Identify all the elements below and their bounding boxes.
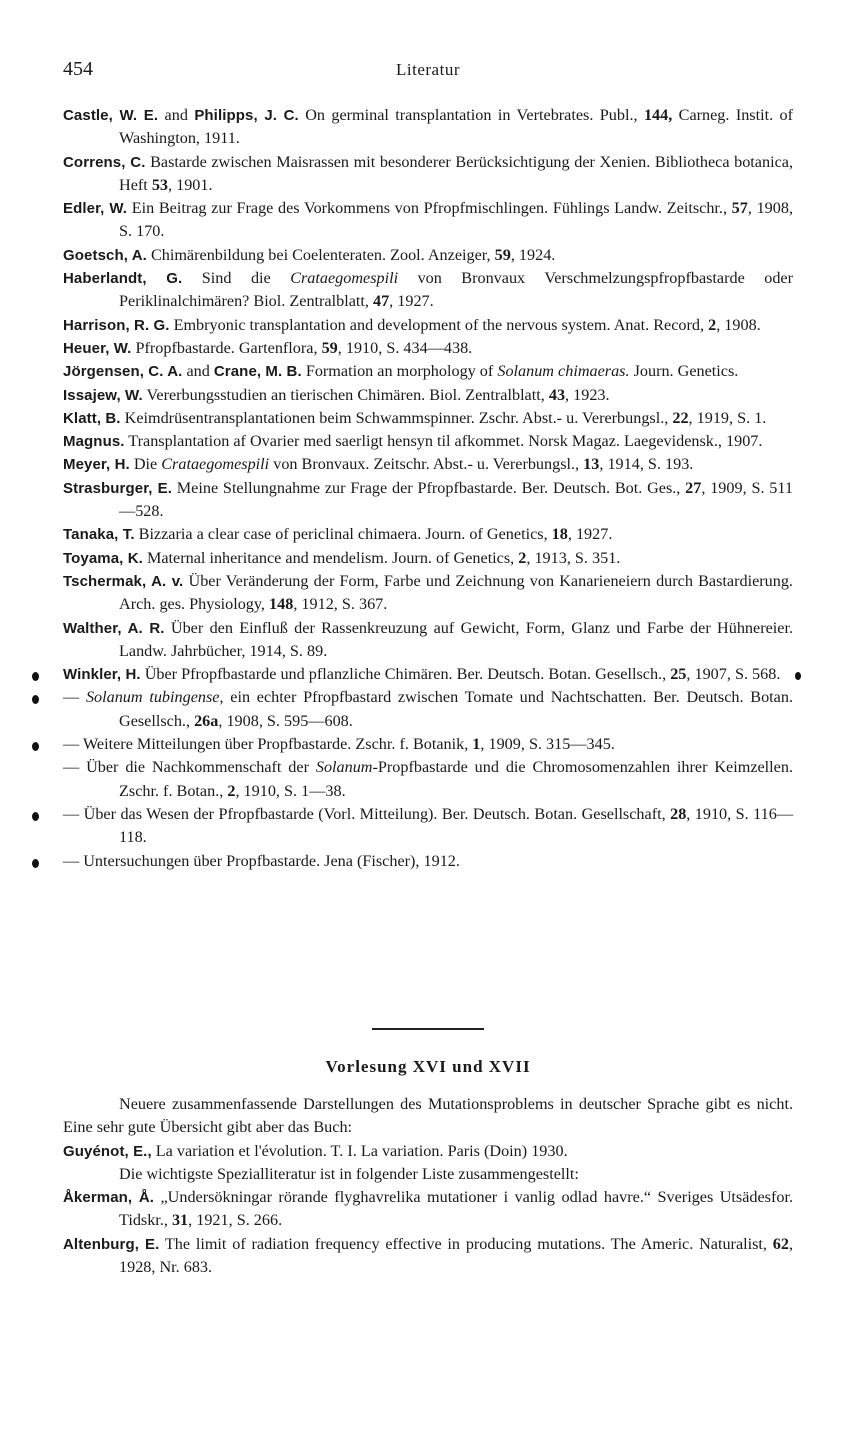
reference-volume: 2 <box>518 548 527 567</box>
reference-volume: 59 <box>321 338 338 357</box>
reference-author: Correns, C. <box>63 153 146 171</box>
reference-volume: 13 <box>583 455 600 474</box>
reference-author: Åkerman, Å. <box>63 1189 155 1207</box>
reference-volume: 148 <box>269 595 294 614</box>
reference-text: , 1928, Nr. 683. <box>119 1234 793 1277</box>
reference-volume: 18 <box>551 525 568 544</box>
reference-text: On germinal transplantation in Vertebrates. Publ., <box>298 106 644 124</box>
reference-author: Heuer, W. <box>63 339 132 357</box>
reference-text: Die <box>129 455 162 474</box>
reference-text: , 1914, S. 193. <box>599 455 694 474</box>
reference-author: Meyer, H. <box>63 456 130 474</box>
reference-author: Toyama, K. <box>63 549 143 567</box>
reference-entry <box>63 477 793 524</box>
reference-text: Embryonic transplantation and development of the nervous system. Anat. Record, <box>169 315 709 334</box>
reference-entry <box>63 803 793 850</box>
reference-entry <box>63 1186 793 1233</box>
reference-author: Issajew, W. <box>63 386 143 404</box>
reference-entry <box>63 104 793 151</box>
reference-text: , 1909, S. 315—345. <box>480 735 615 754</box>
reference-volume: 2 <box>227 781 236 800</box>
reference-author: Guyénot, E., <box>63 1142 152 1160</box>
reference-entry <box>63 337 793 360</box>
margin-mark <box>32 812 39 821</box>
reference-entry <box>63 850 793 873</box>
reference-text: Meine Stellungnahme zur Frage der Pfropfbastarde. Ber. Deutsch. Bot. Ges., <box>171 478 686 497</box>
reference-author: Jörgensen, C. A. <box>63 363 183 381</box>
reference-text: La variation et l'évolution. T. I. La variation. Paris (Doin) 1930. <box>151 1141 568 1160</box>
section-title: Vorlesung XVI und XVII <box>325 1057 531 1076</box>
reference-text: , 1910, S. 434—438. <box>337 338 473 357</box>
reference-volume: 47 <box>372 292 390 311</box>
margin-mark <box>32 695 39 704</box>
reference-text: , 1921, S. 266. <box>188 1211 283 1230</box>
reference-text: , 1919, S. 1. <box>688 408 767 427</box>
reference-italic-term: Solanum chimaeras. <box>497 362 630 381</box>
reference-volume: 28 <box>670 804 687 823</box>
reference-entry <box>63 197 793 244</box>
reference-text: Untersuchungen über Propfbastarde. Jena (Fischer), 1912. <box>83 851 460 870</box>
reference-author: Walther, A. R. <box>63 619 165 637</box>
intro-paragraph: Neuere zusammenfassende Darstellungen des Mutationsproblems in deutscher Sprache gibt es nicht. Eine sehr gute Übersicht gibt aber das Buch: <box>63 1095 793 1137</box>
reference-text: Weitere Mitteilungen über Propfbastarde. Zschr. f. Botanik, <box>82 735 473 754</box>
reference-entry <box>63 314 793 337</box>
reference-text: , 1927. <box>567 525 613 544</box>
reference-author: Tanaka, T. <box>63 526 135 544</box>
reference-author: Klatt, B. <box>63 409 121 427</box>
reference-volume: 27 <box>685 478 702 497</box>
reference-text: Journ. Genetics. <box>629 362 739 381</box>
reference-volume: 2 <box>708 315 717 334</box>
reference-text: , 1907, S. 568. <box>686 665 781 684</box>
reference-volume: 26a <box>194 711 219 730</box>
reference-volume: 1 <box>472 735 481 754</box>
reference-author: Castle, W. E. <box>63 107 159 124</box>
reference-text: von Bronvaux. Zeitschr. Abst.- u. Vererbungsl., <box>269 455 584 474</box>
reference-author: Magnus. <box>63 433 125 451</box>
reference-author: Goetsch, A. <box>63 246 147 264</box>
reference-author: Crane, M. B. <box>213 363 302 381</box>
reference-dash: — <box>63 851 84 870</box>
reference-volume: 62 <box>772 1234 789 1253</box>
reference-entry <box>63 151 793 198</box>
reference-text: Bastarde zwischen Maisrassen mit besonderer Berücksichtigung der Xenien. Bibliotheca botanica, Heft <box>119 152 794 194</box>
reference-text: Sind die <box>182 269 291 288</box>
reference-italic-term: Solanum tubingense <box>85 688 220 707</box>
reference-entry <box>63 756 793 803</box>
reference-dash: — <box>63 804 84 823</box>
reference-italic-term: Crataegomespili <box>161 455 270 474</box>
reference-text: Über die Nachkommenschaft der <box>86 758 316 777</box>
reference-text: Bizzaria a clear case of periclinal chimaera. Journ. of Genetics, <box>134 525 552 544</box>
reference-author: Philipps, J. C. <box>194 107 299 124</box>
reference-text: , 1908, S. 595—608. <box>218 711 353 730</box>
reference-volume: 31 <box>171 1211 189 1230</box>
reference-text: , ein echter Pfropfbastard zwischen Tomate und Nachtschatten. Ber. Deutsch. Botan. Gesellsch., <box>119 688 794 730</box>
reference-entry <box>63 686 793 733</box>
reference-author: Winkler, H. <box>63 666 141 684</box>
margin-mark <box>32 742 39 751</box>
reference-volume: 43 <box>548 385 566 404</box>
reference-author: Haberlandt, G. <box>63 270 183 288</box>
reference-text: , 1908. <box>716 315 761 334</box>
reference-entry <box>63 407 793 430</box>
margin-mark <box>795 672 801 680</box>
reference-entry <box>63 430 793 453</box>
reference-author: Edler, W. <box>63 200 128 218</box>
reference-entry <box>63 1233 793 1280</box>
reference-text: Vererbungsstudien an tierischen Chimären. Biol. Zentralblatt, <box>142 385 549 404</box>
reference-italic-term: Crataegomespili <box>290 269 399 288</box>
reference-text: and <box>158 106 195 124</box>
reference-text: , 1923. <box>565 385 610 404</box>
section-divider <box>372 1028 484 1030</box>
reference-text: Transplantation af Ovarier med saerligt hensyn til afkommet. Norsk Magaz. Laegevidensk., 1907. <box>124 432 763 451</box>
reference-text: and <box>182 362 214 381</box>
margin-mark <box>32 672 39 681</box>
reference-text: Über Pfropfbastarde und pflanzliche Chimären. Ber. Deutsch. Botan. Gesellsch., <box>140 665 671 684</box>
reference-text: , 1908, S. 170. <box>119 199 793 241</box>
reference-text: , 1909, S. 511—528. <box>119 478 793 521</box>
reference-text: Formation an morphology of <box>301 362 498 381</box>
reference-text: Über das Wesen der Pfropfbastarde (Vorl. Mitteilung). Ber. Deutsch. Botan. Gesellschaft, <box>83 804 671 823</box>
reference-entry <box>63 267 793 314</box>
reference-text: , 1912, S. 367. <box>293 595 388 614</box>
reference-volume: 22 <box>672 408 689 427</box>
reference-text: The limit of radiation frequency effective in producing mutations. The Americ. Naturalist, <box>159 1234 773 1253</box>
reference-entry <box>63 453 793 476</box>
reference-volume: 144, <box>643 106 673 124</box>
reference-author: Harrison, R. G. <box>63 316 170 334</box>
reference-italic-term: Solanum <box>315 758 373 777</box>
page-number: 454 <box>63 58 93 80</box>
reference-text: , 1910, S. 1—38. <box>235 781 346 800</box>
reference-entry <box>63 1140 793 1163</box>
reference-text: „Undersökningar rörande flyghavrelika mutationer i vanlig odlad havre.“ Sveriges Utsädesfor. Tidskr., <box>119 1188 793 1230</box>
reference-entry <box>63 547 793 570</box>
reference-entry <box>63 360 793 383</box>
reference-text: Maternal inheritance and mendelism. Journ. of Genetics, <box>142 548 519 567</box>
reference-entry <box>63 663 793 686</box>
reference-entry <box>63 570 793 617</box>
reference-text: , 1927. <box>389 292 434 311</box>
running-title: Literatur <box>396 60 460 79</box>
reference-text: Ein Beitrag zur Frage des Vorkommens von Pfropfmischlingen. Fühlings Landw. Zeitschr., <box>127 199 732 218</box>
reference-author: Strasburger, E. <box>63 479 172 497</box>
reference-text: Pfropfbastarde. Gartenflora, <box>131 338 322 357</box>
reference-text: , 1901. <box>168 175 213 194</box>
reference-text: , 1910, S. 116—118. <box>119 804 794 847</box>
reference-text: Chimärenbildung bei Coelenteraten. Zool. Anzeiger, <box>146 245 495 264</box>
reference-entry <box>63 384 793 407</box>
reference-text: Über den Einfluß der Rassenkreuzung auf Gewicht, Form, Glanz und Farbe der Hühnereier. Landw. Jahrbücher, 1914, S. 89. <box>119 618 794 660</box>
reference-text: , 1913, S. 351. <box>526 548 621 567</box>
reference-author: Altenburg, E. <box>63 1235 160 1253</box>
reference-entry <box>63 244 793 267</box>
reference-author: Tschermak, A. v. <box>63 572 184 590</box>
reference-volume: 25 <box>670 665 687 684</box>
reference-dash: — <box>63 735 83 754</box>
reference-volume: 59 <box>494 245 511 264</box>
page-header <box>63 58 793 82</box>
reference-volume: 53 <box>151 175 168 194</box>
reference-dash: — <box>63 688 86 707</box>
reference-dash: — <box>63 758 87 777</box>
reference-entry <box>63 523 793 546</box>
reference-text: , 1924. <box>510 245 556 264</box>
reference-entry <box>63 733 793 756</box>
section-body <box>63 1093 793 1279</box>
intro-paragraph: Die wichtigste Spezialliteratur ist in folgender Liste zusammengestellt: <box>119 1164 579 1183</box>
reference-text: von Bronvaux Verschmelzungspfropfbastarde oder Periklinalchimären? Biol. Zentralblatt, <box>119 269 794 311</box>
margin-mark <box>32 859 39 868</box>
reference-text: Carneg. Instit. of Washington, 1911. <box>119 106 794 148</box>
reference-text: Keimdrüsentransplantationen beim Schwammspinner. Zschr. Abst.- u. Vererbungsl., <box>120 408 673 427</box>
reference-volume: 57 <box>731 199 748 218</box>
reference-entry <box>63 617 793 664</box>
reference-list <box>63 104 793 873</box>
reference-text: -Propfbastarde und die Chromosomenzahlen ihrer Keimzellen. Zschr. f. Botan., <box>119 758 794 800</box>
reference-text: Über Veränderung der Form, Farbe und Zeichnung von Kanarieneiern durch Bastardierung. Arch. ges. Physiology, <box>119 571 793 614</box>
